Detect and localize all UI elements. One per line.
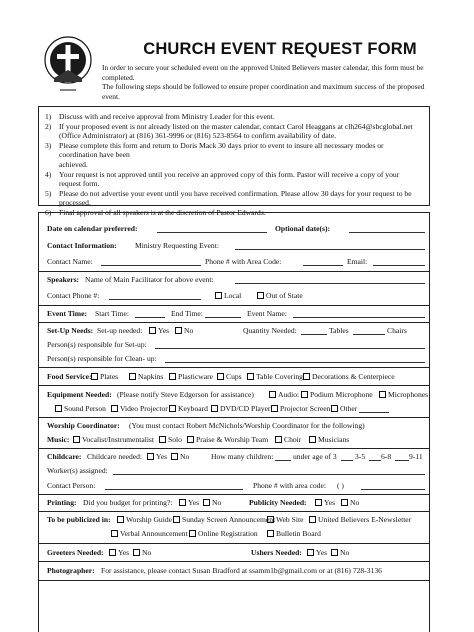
date-preferred-field[interactable] <box>157 232 267 233</box>
request-form <box>38 212 430 632</box>
worship-row <box>47 420 423 431</box>
age-3-5-label: 3-5 <box>355 452 366 461</box>
greeters-yes-option[interactable]: Yes <box>109 547 129 558</box>
pub-option[interactable]: Bulletin Board <box>267 528 321 539</box>
checkbox[interactable] <box>129 373 136 380</box>
divider <box>39 417 429 418</box>
facilitator-field[interactable] <box>235 283 425 284</box>
other-equipment-field[interactable] <box>359 412 389 413</box>
food-service-row <box>47 371 423 382</box>
start-time-field[interactable] <box>135 317 165 318</box>
greeters-label: Greeters Needed: <box>47 548 104 557</box>
checkbox[interactable] <box>275 436 282 443</box>
church-logo-icon <box>40 30 96 96</box>
equipment-option[interactable]: Other <box>331 403 357 414</box>
checkbox[interactable] <box>159 436 166 443</box>
end-time-field[interactable] <box>205 317 241 318</box>
food-option[interactable]: Table Covering <box>247 371 303 382</box>
budget-printing-label: Did you budget for printing?: <box>83 498 173 507</box>
resp-cleanup-label: Person(s) responsible for Clean- up: <box>47 354 157 363</box>
checkbox[interactable] <box>187 436 194 443</box>
divider <box>39 580 429 581</box>
checkbox[interactable] <box>331 405 338 412</box>
contact-person-label: Contact Person: <box>47 481 96 490</box>
setup-yes-checkbox[interactable] <box>149 327 156 334</box>
checkbox[interactable] <box>271 405 278 412</box>
checkbox[interactable] <box>269 391 276 398</box>
divider <box>39 448 429 449</box>
ministry-field[interactable] <box>235 249 425 250</box>
equipment-note: (Please notify Steve Edgerson for assistance) <box>117 390 254 399</box>
divider <box>39 543 429 544</box>
ushers-yes-option[interactable]: Yes <box>307 547 327 558</box>
printing-label: Printing: <box>47 498 77 507</box>
music-option[interactable]: Choir <box>275 434 301 445</box>
age-9-11-label: 9-11 <box>409 452 423 461</box>
workers-label: Worker(s) assigned: <box>47 466 108 475</box>
checkbox[interactable] <box>301 391 308 398</box>
divider <box>39 367 429 368</box>
checkbox[interactable] <box>111 405 118 412</box>
quantity-label: Quantity Needed: <box>243 326 297 335</box>
divider <box>39 271 429 272</box>
equipment-option[interactable]: DVD/CD Player <box>211 403 270 414</box>
checkbox[interactable] <box>309 436 316 443</box>
music-option[interactable]: Praise & Worship Team <box>187 434 268 445</box>
tables-label: Tables <box>329 326 349 335</box>
checkbox[interactable] <box>379 391 386 398</box>
photographer-row <box>47 565 423 576</box>
resp-setup-field[interactable] <box>155 348 425 349</box>
optional-dates-field[interactable] <box>349 232 425 233</box>
checkbox[interactable] <box>267 516 274 523</box>
checkbox[interactable] <box>315 499 322 506</box>
contact-phone-label: Contact Phone #: <box>47 291 100 300</box>
ushers-no-option[interactable]: No <box>331 547 349 558</box>
pub-option[interactable]: Sunday Screen Announcement <box>173 514 275 525</box>
printing-row <box>47 497 423 508</box>
food-option[interactable]: Napkins <box>129 371 163 382</box>
microphones-option[interactable]: Microphones <box>379 389 428 400</box>
equipment-option[interactable]: Sound Person <box>55 403 106 414</box>
facilitator-label: Name of Main Facilitator for above event: <box>85 275 214 284</box>
age-6-8-label: 6-8 <box>381 452 392 461</box>
music-row <box>47 434 423 445</box>
divider <box>39 322 429 323</box>
equipment-row <box>47 389 429 400</box>
optional-dates-label: Optional date(s): <box>275 224 331 233</box>
childcare-needed-label: Childcare needed: <box>87 452 143 461</box>
intro-line: In order to secure your scheduled event on the approved United Believers master calendar, this form must be completed. <box>102 63 424 82</box>
publicity-no-option[interactable]: No <box>341 497 359 508</box>
greeters-row <box>47 547 423 558</box>
contact-info-label: Contact Information: <box>47 241 117 250</box>
pub-option[interactable]: Verbal Announcement <box>111 528 188 539</box>
photographer-label: Photographer: <box>47 566 95 575</box>
childcare-row <box>47 451 423 462</box>
chairs-label: Chairs <box>387 326 407 335</box>
childcare-yes-option[interactable]: Yes <box>147 451 167 462</box>
audio-option[interactable]: Audio: <box>269 389 299 400</box>
music-option[interactable]: Vocalist/Instrumentalist <box>73 434 154 445</box>
event-name-label: Event Name: <box>247 309 287 318</box>
pub-option[interactable]: Web Site <box>267 514 303 525</box>
checkbox[interactable] <box>117 516 124 523</box>
childcare-no-option[interactable]: No <box>171 451 189 462</box>
local-option[interactable]: Local <box>215 290 241 301</box>
equipment-option[interactable]: Video Projector <box>111 403 168 414</box>
checkbox[interactable] <box>169 405 176 412</box>
step-item: 3) Please complete this form and return to Doris Mack 30 days prior to event to insure all necessary modes or coordination have been <box>45 140 384 160</box>
ministry-label: Ministry Requesting Event: <box>135 241 219 250</box>
checkbox[interactable] <box>91 373 98 380</box>
instructions-box <box>38 106 430 217</box>
equipment-items-row <box>47 403 423 414</box>
divider <box>39 494 429 495</box>
email-label: Email: <box>347 257 368 266</box>
contact-phone-row <box>47 290 423 301</box>
workers-field[interactable] <box>113 474 425 475</box>
worship-note: (You must contact Robert McNichols/Worship Coordinator for the following) <box>129 421 365 430</box>
food-option[interactable]: Decorations & Centerpiece <box>303 371 395 382</box>
speakers-row <box>47 274 423 285</box>
pub-option[interactable]: Worship Guide <box>117 514 172 525</box>
publicity-label: Publicity Needed: <box>249 498 307 507</box>
event-name-field[interactable] <box>293 317 425 318</box>
step-item: 5) Please do not advertise your event until you have received confirmation. Please allow 30 days for your request to be processed. <box>45 188 412 208</box>
publicized-row-2 <box>47 528 423 539</box>
childcare-label: Childcare: <box>47 452 82 461</box>
checkbox[interactable] <box>303 373 310 380</box>
speakers-label: Speakers: <box>47 275 80 284</box>
worship-label: Worship Coordinator: <box>47 421 120 430</box>
greeters-no-option[interactable]: No <box>133 547 151 558</box>
setup-needs-label: Set-Up Needs: <box>47 326 94 335</box>
music-option[interactable]: Solo <box>159 434 182 445</box>
step-item: 4) Your request is not approved until you receive an approved copy of this form. Pastor will receive a copy of your request form. <box>45 169 400 189</box>
phone-label: Phone # with Area Code: <box>205 257 282 266</box>
end-time-label: End Time: <box>171 309 203 318</box>
start-time-label: Start Time: <box>95 309 129 318</box>
chairs-field[interactable] <box>353 334 385 335</box>
checkbox[interactable] <box>55 405 62 412</box>
checkbox[interactable] <box>217 373 224 380</box>
checkbox[interactable] <box>211 405 218 412</box>
equipment-label: Equipment Needed: <box>47 390 112 399</box>
contact-name-label: Contact Name: <box>47 257 93 266</box>
resp-setup-row <box>47 339 423 350</box>
page-title: CHURCH EVENT REQUEST FORM <box>143 40 417 58</box>
checkbox[interactable] <box>169 373 176 380</box>
age-3-5-field[interactable] <box>341 460 353 461</box>
event-time-row <box>47 308 423 319</box>
local-checkbox[interactable] <box>215 292 222 299</box>
photographer-note: For assistance, please contact Susan Bradford at ssamm1b@gmail.com or at (816) 728-3136 <box>101 566 382 575</box>
checkbox[interactable] <box>309 516 316 523</box>
checkbox[interactable] <box>147 453 154 460</box>
resp-cleanup-field[interactable] <box>165 362 425 363</box>
age-6-8-field[interactable] <box>369 460 381 461</box>
email-field[interactable] <box>373 265 425 266</box>
tables-field[interactable] <box>301 334 327 335</box>
checkbox[interactable] <box>189 530 196 537</box>
food-option[interactable]: Plasticware <box>169 371 213 382</box>
equipment-option[interactable]: Projector Screen <box>271 403 330 414</box>
contact-person-field[interactable] <box>105 489 243 490</box>
publicized-row <box>47 514 423 525</box>
age-9-11-field[interactable] <box>395 460 409 461</box>
date-row <box>47 223 423 234</box>
divider <box>39 305 429 306</box>
checkbox[interactable] <box>111 530 118 537</box>
checkbox[interactable] <box>203 499 210 506</box>
checkbox[interactable] <box>307 549 314 556</box>
step-item: 6) Final approval of all speakers is at the discretion of Pastor Edwards. <box>45 207 266 217</box>
checkbox[interactable] <box>247 373 254 380</box>
checkbox[interactable] <box>179 499 186 506</box>
checkbox[interactable] <box>331 549 338 556</box>
podium-mic-option[interactable]: Podium Microphone <box>301 389 373 400</box>
step-item: (Office Administrator) at (816) 361-9996 or (816) 523-8564 to confirm availability of date. <box>59 131 337 141</box>
phone-paren: ( ) <box>337 481 344 490</box>
setup-needed-label: Set-up needed: <box>97 326 143 335</box>
under-3-label: under age of 3 <box>293 452 337 461</box>
out-of-state-option[interactable]: Out of State <box>257 290 303 301</box>
printing-no-option[interactable]: No <box>203 497 221 508</box>
intro-text <box>102 63 442 101</box>
date-preferred-label: Date on calendar preferred: <box>47 224 138 233</box>
food-option[interactable]: Plates <box>91 371 118 382</box>
step-item: 2) If your proposed event is not already listed on the master calendar, contact Carol Heaggans at clh264@sbcglobal.net <box>45 121 413 131</box>
divider <box>39 511 429 512</box>
checkbox[interactable] <box>173 516 180 523</box>
publicity-yes-option[interactable]: Yes <box>315 497 335 508</box>
resp-cleanup-row <box>47 353 423 364</box>
publicized-in-label: To be publicized in: <box>47 515 111 524</box>
step-item: achieved. <box>59 159 88 169</box>
checkbox[interactable] <box>109 549 116 556</box>
setup-no-option[interactable]: No <box>175 325 193 336</box>
setup-row <box>47 325 423 336</box>
music-option[interactable]: Musicians <box>309 434 349 445</box>
resp-setup-label: Person(s) responsible for Set-up: <box>47 340 147 349</box>
intro-line: The following steps should be followed to ensure proper coordination and maximum success of the proposed event. <box>102 82 425 101</box>
printing-yes-option[interactable]: Yes <box>179 497 199 508</box>
out-of-state-checkbox[interactable] <box>257 292 264 299</box>
contact-info-row <box>47 240 423 251</box>
contact-name-row <box>47 256 423 267</box>
food-option[interactable]: Cups <box>217 371 242 382</box>
checkbox[interactable] <box>171 453 178 460</box>
divider <box>39 385 429 386</box>
workers-row <box>47 465 423 476</box>
ushers-label: Ushers Needed: <box>251 548 302 557</box>
event-time-label: Event Time: <box>47 309 88 318</box>
setup-no-checkbox[interactable] <box>175 327 182 334</box>
contact-phone-field[interactable] <box>109 299 201 300</box>
pub-option[interactable]: Online Registration <box>189 528 258 539</box>
setup-yes-option[interactable]: Yes <box>149 325 169 336</box>
checkbox[interactable] <box>133 549 140 556</box>
divider <box>39 561 429 562</box>
step-item: 1) Discuss with and receive approval from Ministry Leader for this event. <box>45 112 275 121</box>
phone-field[interactable] <box>303 265 343 266</box>
music-label: Music: <box>47 435 70 444</box>
food-service-label: Food Service: <box>47 372 92 381</box>
checkbox[interactable] <box>341 499 348 506</box>
contact-phone-number-field[interactable] <box>361 489 425 490</box>
checkbox[interactable] <box>73 436 80 443</box>
under-3-field[interactable] <box>275 460 291 461</box>
equipment-option[interactable]: Keyboard <box>169 403 208 414</box>
phone-area-code-label: Phone # with area code: <box>253 481 326 490</box>
contact-person-row <box>47 480 423 491</box>
pub-option[interactable]: United Believers E-Newsletter <box>309 514 411 525</box>
checkbox[interactable] <box>267 530 274 537</box>
how-many-label: How many children: <box>211 452 274 461</box>
contact-name-field[interactable] <box>101 265 201 266</box>
